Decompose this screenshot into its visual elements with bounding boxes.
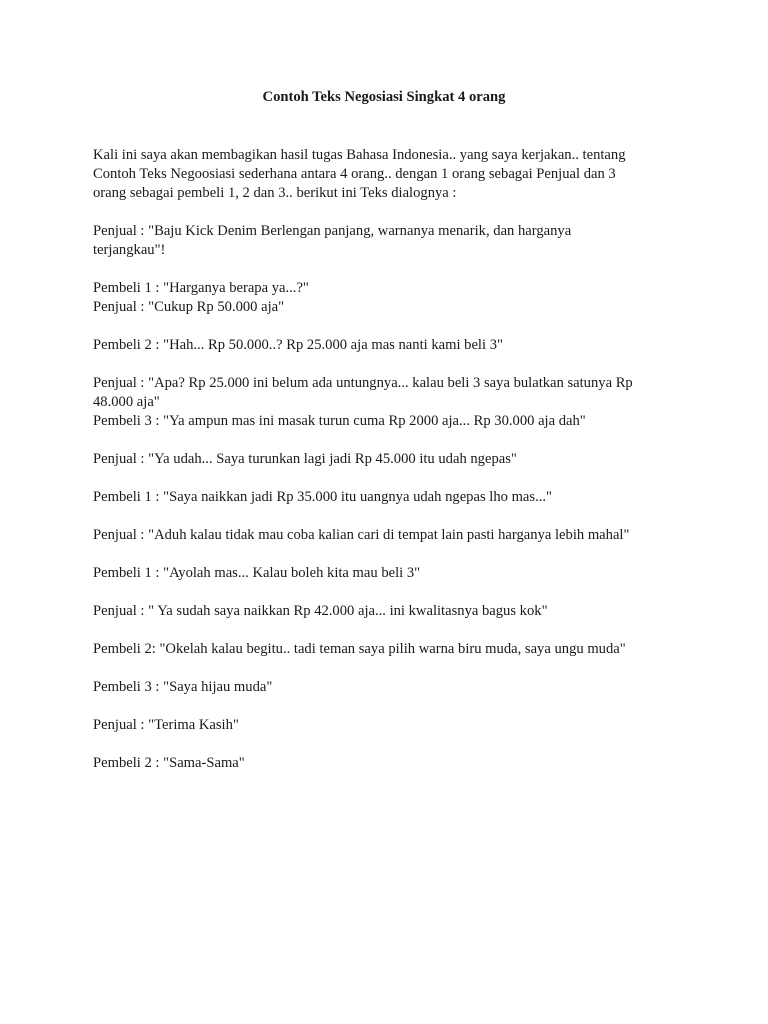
text-line: Penjual : "Baju Kick Denim Berlengan panjang, warnanya menarik, dan harganya [93,223,572,239]
dialog-paragraph [93,336,683,355]
text-line: Pembeli 2: "Okelah kalau begitu.. tadi teman saya pilih warna biru muda, saya ungu muda" [93,641,626,657]
text-line: Penjual : " Ya sudah saya naikkan Rp 42.000 aja... ini kwalitasnya bagus kok" [93,603,548,619]
text-line: Pembeli 3 : "Saya hijau muda" [93,679,273,695]
text-line: Kali ini saya akan membagikan hasil tugas Bahasa Indonesia.. yang saya kerjakan.. tentang [93,147,626,163]
text-line: Pembeli 2 : "Hah... Rp 50.000..? Rp 25.000 aja mas nanti kami beli 3" [93,337,503,353]
text-line: Contoh Teks Negoosiasi sederhana antara 4 orang.. dengan 1 orang sebagai Penjual dan 3 [93,166,616,182]
text-line: Pembeli 1 : "Ayolah mas... Kalau boleh kita mau beli 3" [93,565,421,581]
intro-paragraph [93,146,683,203]
text-line: Penjual : "Ya udah... Saya turunkan lagi jadi Rp 45.000 itu udah ngepas" [93,451,517,467]
text-line: Penjual : "Cukup Rp 50.000 aja" [93,299,285,315]
text-line: orang sebagai pembeli 1, 2 dan 3.. berikut ini Teks dialognya : [93,185,457,201]
dialog-paragraph [93,640,683,659]
text-line: Penjual : "Apa? Rp 25.000 ini belum ada untungnya... kalau beli 3 saya bulatkan satunya Rp [93,375,633,391]
dialog-paragraph [93,564,683,583]
dialog-paragraph [93,602,683,621]
text-line: Pembeli 3 : "Ya ampun mas ini masak turun cuma Rp 2000 aja... Rp 30.000 aja dah" [93,413,586,429]
text-line: 48.000 aja" [93,394,160,410]
dialog-paragraph [93,374,683,431]
dialog-paragraph [93,222,683,260]
text-line: Penjual : "Terima Kasih" [93,717,239,733]
document-title: Contoh Teks Negosiasi Singkat 4 orang [262,89,506,105]
text-line: Pembeli 1 : "Harganya berapa ya...?" [93,280,309,296]
text-line: terjangkau"! [93,242,166,258]
text-line: Pembeli 1 : "Saya naikkan jadi Rp 35.000 itu uangnya udah ngepas lho mas..." [93,489,552,505]
text-line: Pembeli 2 : "Sama-Sama" [93,755,245,771]
document-body [93,146,683,792]
dialog-paragraph [93,279,683,317]
dialog-paragraph [93,450,683,469]
dialog-paragraph [93,488,683,507]
dialog-paragraph [93,678,683,697]
dialog-paragraph [93,754,683,773]
dialog-paragraph [93,526,683,545]
text-line: Penjual : "Aduh kalau tidak mau coba kalian cari di tempat lain pasti harganya lebih mahal" [93,527,630,543]
dialog-paragraph [93,716,683,735]
